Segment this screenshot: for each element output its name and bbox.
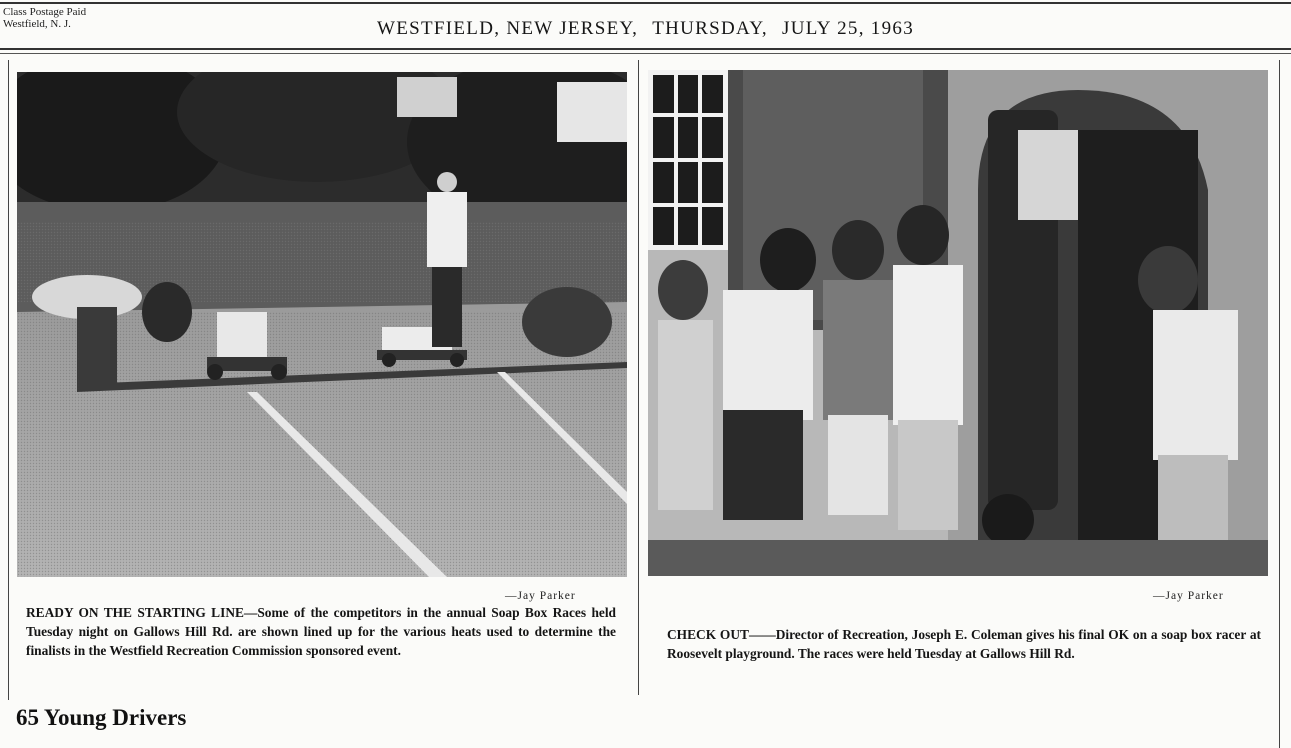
column-divider: [638, 60, 639, 695]
left-photo-credit: —Jay Parker: [505, 590, 576, 602]
top-rule: [0, 2, 1291, 4]
starting-line-photo-image: [17, 72, 627, 577]
starting-line-photo: [17, 72, 627, 577]
dateline-date: JULY 25, 1963: [782, 18, 915, 39]
article-headline: 65 Young Drivers: [16, 705, 187, 730]
right-photo-credit: —Jay Parker: [1153, 590, 1224, 602]
right-caption-lead: CHECK OUT: [667, 627, 749, 642]
check-out-photo-image: [648, 70, 1268, 576]
right-photo-caption: [667, 625, 1261, 663]
left-edge-rule: [8, 60, 9, 700]
left-photo-caption: [26, 603, 616, 660]
dateline-city: WESTFIELD, NEW JERSEY,: [376, 18, 639, 39]
check-out-photo: [648, 70, 1268, 576]
postage-line-2: Westfield, N. J.: [3, 18, 71, 30]
left-caption-lead: READY ON THE STARTING LINE: [26, 605, 244, 620]
dateline-weekday: THURSDAY,: [652, 18, 768, 39]
right-caption-body: ——Director of Recreation, Joseph E. Coleman gives his final OK on a soap box racer at Roosevelt playground. The races were held Tuesday at Gallows Hill Rd.: [667, 627, 1261, 661]
left-caption-body: —Some of the competitors in the annual Soap Box Races held Tuesday night on Gallows Hill Rd. are shown lined up for the various heats used to determine the finalists in the Westfield Recreation Commission sponsored event.: [26, 605, 616, 658]
header-rule: [0, 48, 1291, 50]
postage-line-1: Class Postage Paid: [3, 6, 87, 18]
dateline: [0, 18, 1291, 40]
header-rule-thin: [0, 53, 1291, 54]
right-edge-rule: [1279, 60, 1280, 748]
